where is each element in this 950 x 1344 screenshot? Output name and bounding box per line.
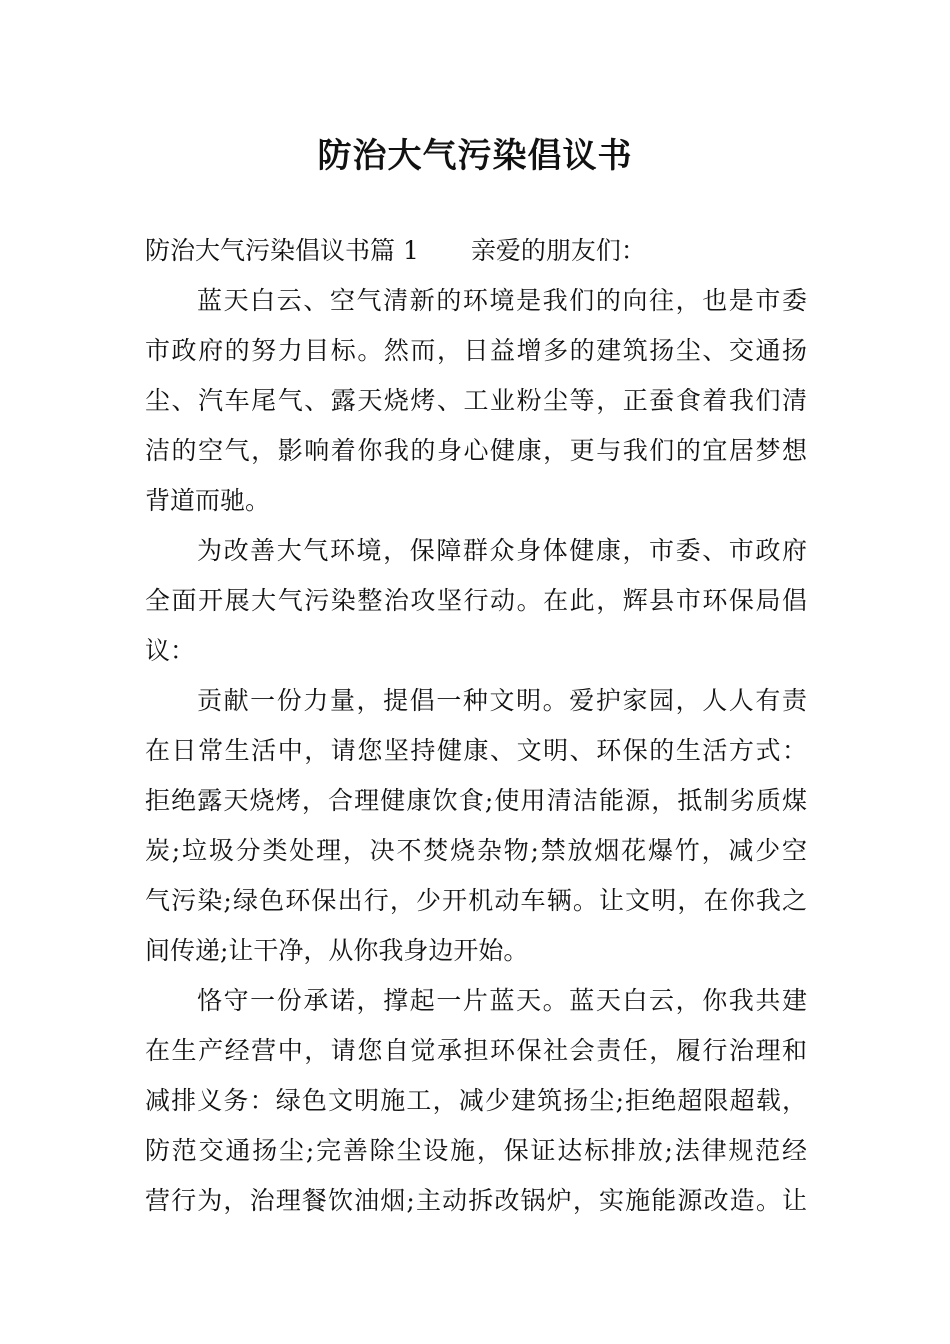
section-label: 防治大气污染倡议书篇 1: [145, 236, 419, 265]
heading-line: [145, 226, 807, 276]
paragraph-line: 为改善大气环境，保障群众身体健康，市委、市政府: [197, 536, 807, 565]
paragraph-line: 尘、汽车尾气、露天烧烤、工业粉尘等，正蚕食着我们清: [145, 386, 807, 415]
paragraph-line: 营行为，治理餐饮油烟;主动拆改锅炉，实施能源改造。让: [145, 1186, 807, 1215]
paragraph-line: 拒绝露天烧烤，合理健康饮食;使用清洁能源，抵制劣质煤: [145, 786, 807, 815]
paragraph-line: 气污染;绿色环保出行，少开机动车辆。让文明，在你我之: [145, 886, 807, 915]
paragraph-2: [145, 526, 807, 676]
paragraph-3: [145, 676, 807, 976]
paragraph-line: 市政府的努力目标。然而，日益增多的建筑扬尘、交通扬: [145, 336, 807, 365]
paragraph-line: 恪守一份承诺，撑起一片蓝天。蓝天白云，你我共建: [197, 986, 807, 1015]
paragraph-line: 议：: [145, 636, 196, 665]
document-title: 防治大气污染倡议书: [317, 136, 633, 176]
paragraph-line: 在日常生活中，请您坚持健康、文明、环保的生活方式：: [145, 736, 807, 765]
paragraph-4: [145, 976, 807, 1226]
salutation: 亲爱的朋友们：: [470, 236, 646, 265]
paragraph-line: 背道而驰。: [145, 486, 271, 515]
paragraph-1: [145, 276, 807, 526]
document-body: [145, 226, 807, 1226]
paragraph-line: 防范交通扬尘;完善除尘设施，保证达标排放;法律规范经: [145, 1136, 807, 1165]
paragraph-line: 洁的空气，影响着你我的身心健康，更与我们的宜居梦想: [145, 436, 807, 465]
paragraph-line: 全面开展大气污染整治攻坚行动。在此，辉县市环保局倡: [145, 586, 807, 615]
paragraph-line: 减排义务：绿色文明施工，减少建筑扬尘;拒绝超限超载，: [145, 1086, 807, 1115]
paragraph-line: 蓝天白云、空气清新的环境是我们的向往，也是市委: [197, 286, 807, 315]
paragraph-line: 在生产经营中，请您自觉承担环保社会责任，履行治理和: [145, 1036, 807, 1065]
paragraph-line: 炭;垃圾分类处理，决不焚烧杂物;禁放烟花爆竹，减少空: [145, 836, 807, 865]
paragraph-line: 间传递;让干净，从你我身边开始。: [145, 936, 529, 965]
paragraph-line: 贡献一份力量，提倡一种文明。爱护家园，人人有责: [197, 686, 807, 715]
